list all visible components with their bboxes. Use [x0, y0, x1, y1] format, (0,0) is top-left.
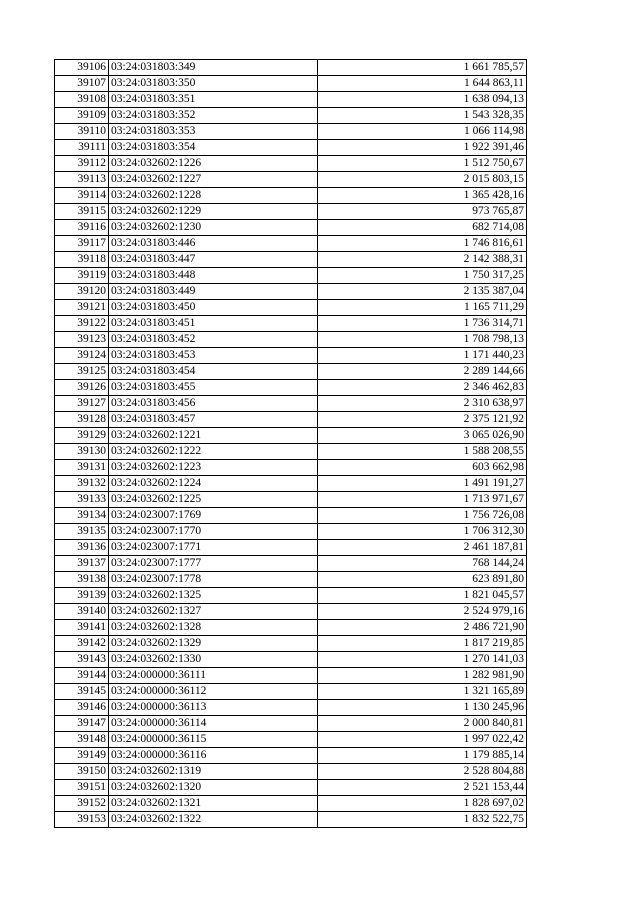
- row-number-cell: 39109: [55, 108, 109, 124]
- table-row: [55, 108, 527, 124]
- cadastral-number-cell: 03:24:032602:1221: [109, 428, 318, 444]
- cadastral-number-cell: 03:24:031803:352: [109, 108, 318, 124]
- row-number-cell: 39127: [55, 396, 109, 412]
- cadastral-number-cell: 03:24:031803:449: [109, 284, 318, 300]
- cadastral-number-cell: 03:24:031803:451: [109, 316, 318, 332]
- table-row: [55, 156, 527, 172]
- value-cell: 1 713 971,67: [318, 492, 527, 508]
- row-number-cell: 39139: [55, 588, 109, 604]
- row-number-cell: 39118: [55, 252, 109, 268]
- row-number-cell: 39121: [55, 300, 109, 316]
- value-cell: 768 144,24: [318, 556, 527, 572]
- row-number-cell: 39153: [55, 812, 109, 828]
- row-number-cell: 39128: [55, 412, 109, 428]
- table-row: [55, 588, 527, 604]
- cadastral-number-cell: 03:24:031803:349: [109, 60, 318, 76]
- table-row: [55, 220, 527, 236]
- table-row: [55, 300, 527, 316]
- cadastral-number-cell: 03:24:032602:1321: [109, 796, 318, 812]
- cadastral-number-cell: 03:24:023007:1777: [109, 556, 318, 572]
- row-number-cell: 39136: [55, 540, 109, 556]
- row-number-cell: 39115: [55, 204, 109, 220]
- table-row: [55, 396, 527, 412]
- table-row: [55, 700, 527, 716]
- value-cell: 1 171 440,23: [318, 348, 527, 364]
- row-number-cell: 39148: [55, 732, 109, 748]
- value-cell: 1 756 726,08: [318, 508, 527, 524]
- value-cell: 1 832 522,75: [318, 812, 527, 828]
- value-cell: 623 891,80: [318, 572, 527, 588]
- value-cell: 1 165 711,29: [318, 300, 527, 316]
- cadastral-number-cell: 03:24:000000:36116: [109, 748, 318, 764]
- value-cell: 1 066 114,98: [318, 124, 527, 140]
- table-row: [55, 652, 527, 668]
- row-number-cell: 39123: [55, 332, 109, 348]
- table-row: [55, 604, 527, 620]
- table-row: [55, 732, 527, 748]
- cadastral-number-cell: 03:24:000000:36113: [109, 700, 318, 716]
- value-cell: 1 588 208,55: [318, 444, 527, 460]
- table-row: [55, 60, 527, 76]
- value-cell: 1 661 785,57: [318, 60, 527, 76]
- value-cell: 1 746 816,61: [318, 236, 527, 252]
- table-row: [55, 236, 527, 252]
- value-cell: 603 662,98: [318, 460, 527, 476]
- row-number-cell: 39124: [55, 348, 109, 364]
- table-row: [55, 812, 527, 828]
- row-number-cell: 39134: [55, 508, 109, 524]
- data-table: [54, 59, 527, 828]
- cadastral-number-cell: 03:24:031803:353: [109, 124, 318, 140]
- value-cell: 2 000 840,81: [318, 716, 527, 732]
- value-cell: 1 282 981,90: [318, 668, 527, 684]
- value-cell: 973 765,87: [318, 204, 527, 220]
- value-cell: 2 521 153,44: [318, 780, 527, 796]
- value-cell: 2 142 388,31: [318, 252, 527, 268]
- value-cell: 1 821 045,57: [318, 588, 527, 604]
- row-number-cell: 39147: [55, 716, 109, 732]
- cadastral-number-cell: 03:24:032602:1228: [109, 188, 318, 204]
- value-cell: 1 512 750,67: [318, 156, 527, 172]
- cadastral-number-cell: 03:24:032602:1230: [109, 220, 318, 236]
- value-cell: 1 179 885,14: [318, 748, 527, 764]
- row-number-cell: 39112: [55, 156, 109, 172]
- value-cell: 2 524 979,16: [318, 604, 527, 620]
- row-number-cell: 39131: [55, 460, 109, 476]
- row-number-cell: 39120: [55, 284, 109, 300]
- row-number-cell: 39119: [55, 268, 109, 284]
- value-cell: 2 015 803,15: [318, 172, 527, 188]
- table-row: [55, 556, 527, 572]
- table-row: [55, 428, 527, 444]
- table-row: [55, 540, 527, 556]
- row-number-cell: 39151: [55, 780, 109, 796]
- row-number-cell: 39152: [55, 796, 109, 812]
- value-cell: 1 817 219,85: [318, 636, 527, 652]
- table-row: [55, 716, 527, 732]
- cadastral-number-cell: 03:24:031803:453: [109, 348, 318, 364]
- row-number-cell: 39137: [55, 556, 109, 572]
- value-cell: 1 736 314,71: [318, 316, 527, 332]
- value-cell: 1 543 328,35: [318, 108, 527, 124]
- table-body: [55, 60, 527, 828]
- row-number-cell: 39130: [55, 444, 109, 460]
- row-number-cell: 39141: [55, 620, 109, 636]
- cadastral-number-cell: 03:24:023007:1769: [109, 508, 318, 524]
- cadastral-number-cell: 03:24:023007:1771: [109, 540, 318, 556]
- cadastral-number-cell: 03:24:031803:456: [109, 396, 318, 412]
- table-row: [55, 684, 527, 700]
- value-cell: 2 461 187,81: [318, 540, 527, 556]
- cadastral-number-cell: 03:24:031803:455: [109, 380, 318, 396]
- cadastral-number-cell: 03:24:023007:1778: [109, 572, 318, 588]
- row-number-cell: 39126: [55, 380, 109, 396]
- table-row: [55, 508, 527, 524]
- value-cell: 1 270 141,03: [318, 652, 527, 668]
- value-cell: 1 706 312,30: [318, 524, 527, 540]
- value-cell: 2 375 121,92: [318, 412, 527, 428]
- table-row: [55, 364, 527, 380]
- cadastral-number-cell: 03:24:032602:1223: [109, 460, 318, 476]
- cadastral-number-cell: 03:24:032602:1224: [109, 476, 318, 492]
- row-number-cell: 39135: [55, 524, 109, 540]
- table-row: [55, 444, 527, 460]
- row-number-cell: 39107: [55, 76, 109, 92]
- row-number-cell: 39149: [55, 748, 109, 764]
- cadastral-number-cell: 03:24:032602:1320: [109, 780, 318, 796]
- cadastral-number-cell: 03:24:031803:450: [109, 300, 318, 316]
- table-row: [55, 668, 527, 684]
- table-row: [55, 124, 527, 140]
- table-row: [55, 140, 527, 156]
- value-cell: 682 714,08: [318, 220, 527, 236]
- cadastral-number-cell: 03:24:032602:1227: [109, 172, 318, 188]
- value-cell: 3 065 026,90: [318, 428, 527, 444]
- value-cell: 1 321 165,89: [318, 684, 527, 700]
- value-cell: 2 486 721,90: [318, 620, 527, 636]
- table-row: [55, 252, 527, 268]
- table-row: [55, 636, 527, 652]
- table-row: [55, 764, 527, 780]
- cadastral-number-cell: 03:24:031803:351: [109, 92, 318, 108]
- row-number-cell: 39143: [55, 652, 109, 668]
- cadastral-number-cell: 03:24:032602:1327: [109, 604, 318, 620]
- cadastral-number-cell: 03:24:032602:1322: [109, 812, 318, 828]
- value-cell: 1 708 798,13: [318, 332, 527, 348]
- row-number-cell: 39116: [55, 220, 109, 236]
- cadastral-number-cell: 03:24:031803:447: [109, 252, 318, 268]
- cadastral-number-cell: 03:24:032602:1325: [109, 588, 318, 604]
- table-row: [55, 748, 527, 764]
- cadastral-number-cell: 03:24:031803:457: [109, 412, 318, 428]
- table-row: [55, 620, 527, 636]
- row-number-cell: 39129: [55, 428, 109, 444]
- row-number-cell: 39108: [55, 92, 109, 108]
- cadastral-number-cell: 03:24:032602:1222: [109, 444, 318, 460]
- table-row: [55, 92, 527, 108]
- table-row: [55, 460, 527, 476]
- value-cell: 1 828 697,02: [318, 796, 527, 812]
- table-row: [55, 332, 527, 348]
- table-row: [55, 284, 527, 300]
- cadastral-number-cell: 03:24:032602:1319: [109, 764, 318, 780]
- value-cell: 2 310 638,97: [318, 396, 527, 412]
- value-cell: 2 289 144,66: [318, 364, 527, 380]
- value-cell: 1 491 191,27: [318, 476, 527, 492]
- cadastral-number-cell: 03:24:000000:36115: [109, 732, 318, 748]
- row-number-cell: 39146: [55, 700, 109, 716]
- cadastral-number-cell: 03:24:000000:36111: [109, 668, 318, 684]
- row-number-cell: 39144: [55, 668, 109, 684]
- row-number-cell: 39106: [55, 60, 109, 76]
- row-number-cell: 39117: [55, 236, 109, 252]
- row-number-cell: 39111: [55, 140, 109, 156]
- cadastral-number-cell: 03:24:032602:1328: [109, 620, 318, 636]
- table-row: [55, 204, 527, 220]
- cadastral-number-cell: 03:24:032602:1226: [109, 156, 318, 172]
- value-cell: 2 528 804,88: [318, 764, 527, 780]
- table-row: [55, 316, 527, 332]
- row-number-cell: 39132: [55, 476, 109, 492]
- row-number-cell: 39114: [55, 188, 109, 204]
- row-number-cell: 39133: [55, 492, 109, 508]
- table-row: [55, 780, 527, 796]
- cadastral-number-cell: 03:24:032602:1330: [109, 652, 318, 668]
- row-number-cell: 39122: [55, 316, 109, 332]
- value-cell: 1 638 094,13: [318, 92, 527, 108]
- cadastral-number-cell: 03:24:032602:1229: [109, 204, 318, 220]
- value-cell: 2 346 462,83: [318, 380, 527, 396]
- cadastral-number-cell: 03:24:031803:354: [109, 140, 318, 156]
- row-number-cell: 39140: [55, 604, 109, 620]
- table-row: [55, 380, 527, 396]
- table-row: [55, 188, 527, 204]
- cadastral-number-cell: 03:24:032602:1329: [109, 636, 318, 652]
- table-row: [55, 524, 527, 540]
- table-row: [55, 76, 527, 92]
- cadastral-number-cell: 03:24:032602:1225: [109, 492, 318, 508]
- row-number-cell: 39138: [55, 572, 109, 588]
- cadastral-number-cell: 03:24:031803:350: [109, 76, 318, 92]
- row-number-cell: 39113: [55, 172, 109, 188]
- row-number-cell: 39125: [55, 364, 109, 380]
- table-row: [55, 268, 527, 284]
- row-number-cell: 39110: [55, 124, 109, 140]
- table-row: [55, 796, 527, 812]
- table-row: [55, 412, 527, 428]
- table-row: [55, 572, 527, 588]
- value-cell: 2 135 387,04: [318, 284, 527, 300]
- cadastral-number-cell: 03:24:000000:36112: [109, 684, 318, 700]
- cadastral-number-cell: 03:24:023007:1770: [109, 524, 318, 540]
- cadastral-number-cell: 03:24:031803:454: [109, 364, 318, 380]
- value-cell: 1 644 863,11: [318, 76, 527, 92]
- value-cell: 1 365 428,16: [318, 188, 527, 204]
- cadastral-number-cell: 03:24:000000:36114: [109, 716, 318, 732]
- value-cell: 1 997 022,42: [318, 732, 527, 748]
- cadastral-number-cell: 03:24:031803:448: [109, 268, 318, 284]
- table-row: [55, 476, 527, 492]
- table-row: [55, 492, 527, 508]
- cadastral-number-cell: 03:24:031803:446: [109, 236, 318, 252]
- table-row: [55, 348, 527, 364]
- row-number-cell: 39142: [55, 636, 109, 652]
- row-number-cell: 39150: [55, 764, 109, 780]
- value-cell: 1 922 391,46: [318, 140, 527, 156]
- row-number-cell: 39145: [55, 684, 109, 700]
- cadastral-number-cell: 03:24:031803:452: [109, 332, 318, 348]
- value-cell: 1 750 317,25: [318, 268, 527, 284]
- value-cell: 1 130 245,96: [318, 700, 527, 716]
- table-row: [55, 172, 527, 188]
